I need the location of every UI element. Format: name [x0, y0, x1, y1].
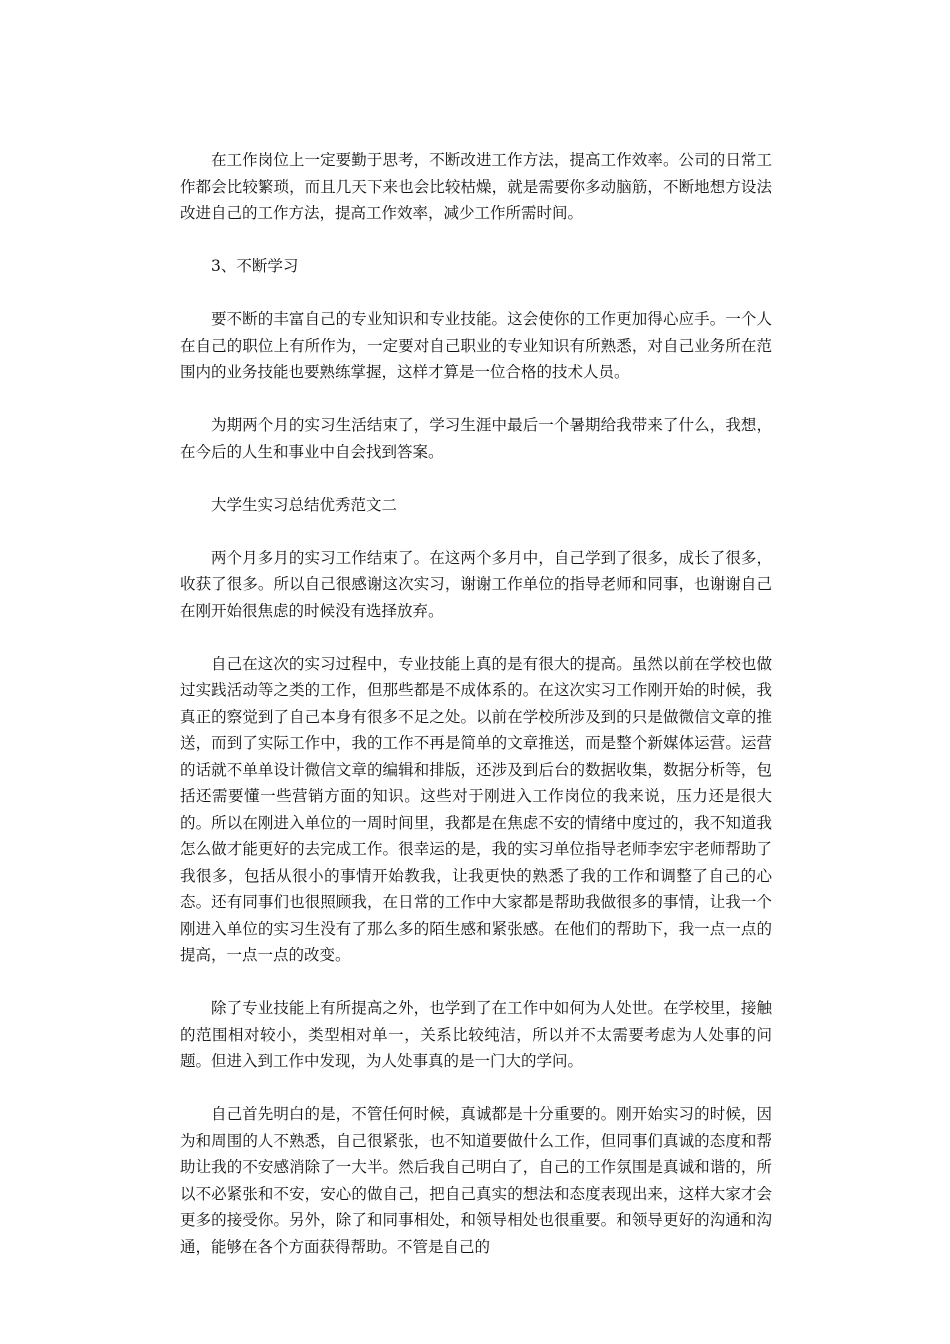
- paragraph-sincerity: 自己首先明白的是，不管任何时候，真诚都是十分重要的。刚开始实习的时候，因为和周围的人不熟悉，自己很紧张，也不知道要做什么工作，但同事们真诚的态度和帮助让我的不安感消除了一大半。然后我自己明白了，自己的工作氛围是真诚和谐的，所以不必紧张和不安，安心的做自己，把自己真实的想法和态度表现出来，这样大家才会更多的接受你。另外，除了和同事相处，和领导相处也很重要。和领导更好的沟通和沟通，能够在各个方面获得帮助。不管是自己的: [180, 1105, 772, 1256]
- document-body: [180, 147, 772, 1287]
- paragraph-interpersonal: 除了专业技能上有所提高之外，也学到了在工作中如何为人处世。在学校里，接触的范围相对较小，类型相对单一，关系比较纯洁，所以并不太需要考虑为人处事的问题。但进入到工作中发现，为人处事真的是一门大的学问。: [180, 999, 772, 1070]
- paragraph-skill-improvement: 自己在这次的实习过程中，专业技能上真的是有很大的提高。虽然以前在学校也做过实践活动等之类的工作，但那些都是不成体系的。在这次实习工作刚开始的时候，我真正的察觉到了自己本身有很多不足之处。以前在学校所涉及到的只是做微信文章的推送，而到了实际工作中，我的工作不再是简单的文章推送，而是整个新媒体运营。运营的话就不单单设计微信文章的编辑和排版，还涉及到后台的数据收集，数据分析等，包括还需要懂一些营销方面的知识。这些对于刚进入工作岗位的我来说，压力还是很大的。所以在刚进入单位的一周时间里，我都是在焦虑不安的情绪中度过的，我不知道我怎么做才能更好的去完成工作。很幸运的是，我的实习单位指导老师李宏宇老师帮助了我很多，包括从很小的事情开始教我，让我更快的熟悉了我的工作和调整了自己的心态。还有同事们也很照顾我，在日常的工作中大家都是帮助我做很多的事情，让我一个刚进入单位的实习生没有了那么多的陌生感和紧张感。在他们的帮助下，我一点一点的提高，一点一点的改变。: [180, 654, 772, 964]
- paragraph-two-months: 两个月多月的实习工作结束了。在这两个多月中，自己学到了很多，成长了很多，收获了很多。所以自己很感谢这次实习，谢谢工作单位的指导老师和同事，也谢谢自己在刚开始很焦虑的时候没有选择放弃。: [180, 548, 772, 620]
- paragraph-work-efficiency: 在工作岗位上一定要勤于思考，不断改进工作方法，提高工作效率。公司的日常工作都会比较繁琐，而且几天下来也会比较枯燥，就是需要你多动脑筋，不断地想方设法改进自己的工作方法，提高工作效率，减少工作所需时间。: [180, 151, 772, 222]
- paragraph-internship-end: 为期两个月的实习生活结束了，学习生涯中最后一个暑期给我带来了什么，我想，在今后的人生和事业中自会找到答案。: [180, 416, 772, 461]
- section-heading-keep-learning: 3、不断学习: [211, 257, 299, 275]
- section-heading-sample-two: 大学生实习总结优秀范文二: [211, 495, 398, 514]
- paragraph-professional-skills: 要不断的丰富自己的专业知识和专业技能。这会使你的工作更加得心应手。一个人在自己的职位上有所作为，一定要对自己职业的专业知识有所熟悉，对自己业务所在范围内的业务技能也要熟练掌握，这样才算是一位合格的技术人员。: [180, 310, 772, 381]
